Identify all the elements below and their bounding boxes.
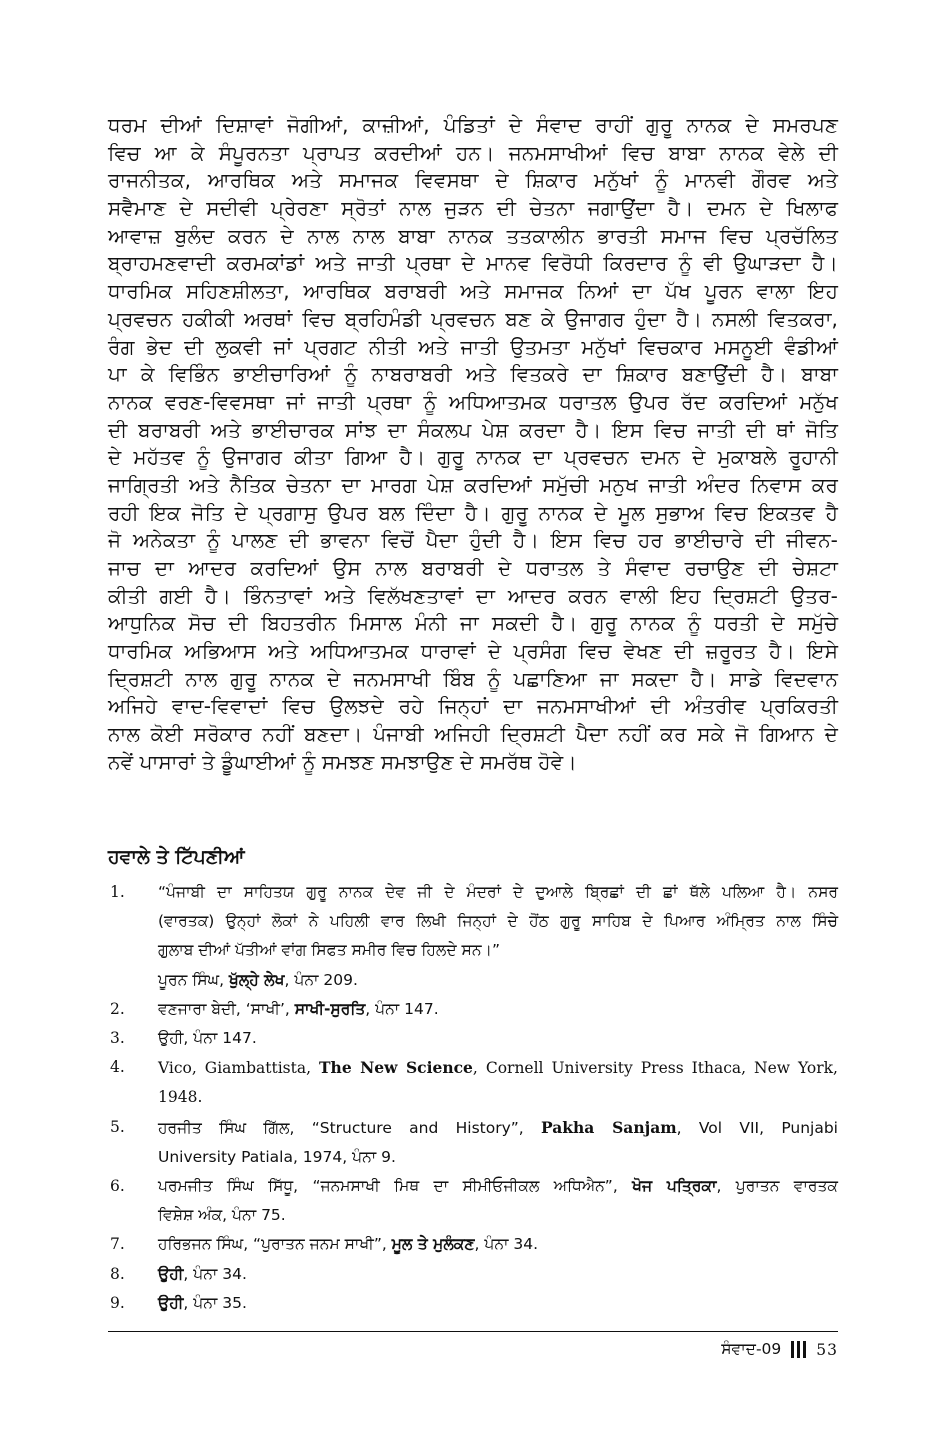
note-text [158, 1172, 838, 1230]
page-footer [721, 1340, 838, 1359]
body-line: ਵਿਚ ਆ ਕੇ ਸੰਪੂਰਨਤਾ ਪ੍ਰਾਪਤ ਕਰਦੀਆਂ ਹਨ। ਜਨਮਸਾਖੀਆਂ ਵਿਚ ਬਾਬਾ ਨਾਨਕ ਵੇਲੇ ਦੀ [108, 140, 838, 165]
body-line: ਪ੍ਰਵਚਨ ਹਕੀਕੀ ਅਰਥਾਂ ਵਿਚ ਬ੍ਰਹਿਮੰਡੀ ਪ੍ਰਵਚਨ ਬਣ ਕੇ ਉਜਾਗਰ ਹੁੰਦਾ ਹੈ। ਨਸਲੀ ਵਿਤਕਰਾ, [108, 306, 838, 331]
note-text-pre: ਹਰਿਭਜਨ ਸਿੰਘ, “ਪੁਰਾਤਨ ਜਨਮ ਸਾਖੀ”, [158, 1235, 392, 1254]
note-number: 5. [110, 1117, 125, 1136]
separator-bars-icon [791, 1341, 806, 1359]
note-citation [158, 966, 838, 995]
note-text [158, 878, 838, 995]
note-text-title: ਉਹੀ [158, 1264, 184, 1283]
note-item [108, 1230, 838, 1259]
note-number: 1. [110, 883, 125, 901]
note-text-title: ਮੂਲ ਤੇ ਮੁਲੰਕਣ [391, 1235, 475, 1254]
body-line: ਨਵੇਂ ਪਾਸਾਰਾਂ ਤੇ ਡੂੰਘਾਈਆਂ ਨੂੰ ਸਮਝਣ ਸਮਝਾਉਣ ਦੇ ਸਮਰੱਥ ਹੋਵੇ। [108, 749, 577, 774]
note-number: 4. [110, 1058, 125, 1077]
note-number: 9. [110, 1293, 125, 1312]
note-line: ਵਿਸ਼ੇਸ਼ ਅੰਕ, ਪੰਨਾ 75. [158, 1206, 286, 1225]
body-line: ਪਾ ਕੇ ਵਿਭਿੰਨ ਭਾਈਚਾਰਿਆਂ ਨੂੰ ਨਾਬਰਾਬਰੀ ਅਤੇ ਵਿਤਕਰੇ ਦਾ ਸ਼ਿਕਾਰ ਬਣਾਉਂਦੀ ਹੈ। ਬਾਬਾ [108, 362, 838, 387]
body-line: ਆਵਾਜ਼ ਬੁਲੰਦ ਕਰਨ ਦੇ ਨਾਲ ਨਾਲ ਬਾਬਾ ਨਾਨਕ ਤਤਕਾਲੀਨ ਭਾਰਤੀ ਸਮਾਜ ਵਿਚ ਪ੍ਰਚੱਲਿਤ [108, 223, 838, 248]
note-text-pre: ਵਣਜਾਰਾ ਬੇਦੀ, ‘ਸਾਖੀ’, [158, 999, 295, 1018]
body-line: ਬ੍ਰਾਹਮਣਵਾਦੀ ਕਰਮਕਾਂਡਾਂ ਅਤੇ ਜਾਤੀ ਪ੍ਰਥਾ ਦੇ ਮਾਨਵ ਵਿਰੋਧੀ ਕਿਰਦਾਰ ਨੂੰ ਵੀ ਉਘਾੜਦਾ ਹੈ। [108, 251, 838, 276]
note-text [158, 995, 838, 1024]
body-line: ਆਧੁਨਿਕ ਸੋਚ ਦੀ ਬਿਹਤਰੀਨ ਮਿਸਾਲ ਮੰਨੀ ਜਾ ਸਕਦੀ ਹੈ। ਗੁਰੂ ਨਾਨਕ ਨੂੰ ਧਰਤੀ ਦੇ ਸਮੁੱਚੇ [108, 611, 838, 636]
note-text-post: , ਪੰਨਾ 34. [474, 1235, 539, 1254]
body-line: ਜਾਗ੍ਰਿਤੀ ਅਤੇ ਨੈਤਿਕ ਚੇਤਨਾ ਦਾ ਮਾਰਗ ਪੇਸ਼ ਕਰਦਿਆਂ ਸਮੁੱਚੀ ਮਨੁਖ ਜਾਤੀ ਅੰਦਰ ਨਿਵਾਸ ਕਰ [108, 472, 838, 497]
note-text-pre: ਹਰਜੀਤ ਸਿੰਘ ਗਿੱਲ, “Structure and History”, [158, 1118, 541, 1137]
body-paragraph [108, 112, 838, 777]
note-number: 8. [110, 1264, 125, 1283]
body-line: ਧਰਮ ਦੀਆਂ ਦਿਸ਼ਾਵਾਂ ਜੋਗੀਆਂ, ਕਾਜ਼ੀਆਂ, ਪੰਡਿਤਾਂ ਦੇ ਸੰਵਾਦ ਰਾਹੀਂ ਗੁਰੂ ਨਾਨਕ ਦੇ ਸਮਰਪਣ [108, 113, 838, 137]
note-item [108, 1024, 838, 1053]
journal-name: ਸੰਵਾਦ-09 [721, 1340, 782, 1358]
note-text-title: ਖੋਜ ਪਤ੍ਰਿਕਾ [632, 1177, 717, 1196]
note-text [158, 1113, 838, 1172]
note-line: (ਵਾਰਤਕ) ਉਨ੍ਹਾਂ ਲੋਕਾਂ ਨੇ ਪਹਿਲੀ ਵਾਰ ਲਿਖੀ ਜਿਨ੍ਹਾਂ ਦੇ ਹੋਂਠ ਗੁਰੂ ਸਾਹਿਬ ਦੇ ਪਿਆਰ ਅੰਮ੍ਰਿਤ ਨਾਲ ਸਿੰਚੇ [158, 912, 838, 931]
note-item [108, 1289, 838, 1318]
note-item [108, 1053, 838, 1112]
note-line: University Patiala, 1974, ਪੰਨਾ 9. [158, 1147, 396, 1166]
note-text [158, 1053, 838, 1112]
note-number: 7. [110, 1235, 125, 1254]
note-text [158, 1230, 838, 1259]
note-text-title: ਸਾਖੀ-ਸੁਰਤਿ [294, 999, 366, 1018]
note-text-pre: Vico, Giambattista, [158, 1059, 320, 1078]
note-text-post: , ਪੰਨਾ 35. [183, 1293, 247, 1312]
footer-rule [108, 1331, 838, 1332]
notes-list [108, 878, 838, 1318]
notes-heading: ਹਵਾਲੇ ਤੇ ਟਿੱਪਣੀਆਂ [108, 846, 245, 868]
body-line: ਨਾਨਕ ਵਰਣ-ਵਿਵਸਥਾ ਜਾਂ ਜਾਤੀ ਪ੍ਰਥਾ ਨੂੰ ਅਧਿਆਤਮਕ ਧਰਾਤਲ ਉਪਰ ਰੱਦ ਕਰਦਿਆਂ ਮਨੁੱਖ [108, 389, 838, 414]
note-item [108, 1172, 838, 1230]
note-text [158, 1024, 838, 1053]
note-line: “ਪੰਜਾਬੀ ਦਾ ਸਾਹਿਤਯ ਗੁਰੂ ਨਾਨਕ ਦੇਵ ਜੀ ਦੇ ਮੰਦਰਾਂ ਦੇ ਦੁਆਲੇ ਬ੍ਰਿਛਾਂ ਦੀ ਛਾਂ ਥੱਲੇ ਪਲਿਆ ਹੈ। ਨਸਰ [158, 883, 838, 901]
body-line: ਧਾਰਮਿਕ ਸਹਿਣਸ਼ੀਲਤਾ, ਆਰਥਿਕ ਬਰਾਬਰੀ ਅਤੇ ਸਮਾਜਕ ਨਿਆਂ ਦਾ ਪੱਖ ਪੂਰਨ ਵਾਲਾ ਇਹ [108, 279, 838, 304]
body-line: ਦੀ ਬਰਾਬਰੀ ਅਤੇ ਭਾਈਚਾਰਕ ਸਾਂਝ ਦਾ ਸੰਕਲਪ ਪੇਸ਼ ਕਰਦਾ ਹੈ। ਇਸ ਵਿਚ ਜਾਤੀ ਦੀ ਥਾਂ ਜੋਤਿ [108, 417, 838, 442]
note-number: 2. [110, 999, 125, 1018]
page-number: 53 [816, 1340, 838, 1359]
note-text-post: , Vol VII, Punjabi [676, 1118, 838, 1137]
citation-title: ਖੁੱਲ੍ਹੇ ਲੇਖ [228, 970, 285, 989]
note-number: 6. [110, 1177, 125, 1196]
body-line: ਰੰਗ ਭੇਦ ਦੀ ਲੁਕਵੀ ਜਾਂ ਪ੍ਰਗਟ ਨੀਤੀ ਅਤੇ ਜਾਤੀ ਉਤਮਤਾ ਮਨੁੱਖਾਂ ਵਿਚਕਾਰ ਮਸਨੂਈ ਵੰਡੀਆਂ [108, 334, 838, 359]
note-text-post: , Cornell University Press Ithaca, New York, [472, 1059, 838, 1078]
note-text-pre: ਪਰਮਜੀਤ ਸਿੰਘ ਸਿੱਧੂ, “ਜਨਮਸਾਖੀ ਮਿਥ ਦਾ ਸੀਮੀਓਜੀਕਲ ਅਧਿਐਨ”, [158, 1177, 633, 1196]
citation-page: , ਪੰਨਾ 209. [284, 970, 358, 989]
body-line: ਰਾਜਨੀਤਕ, ਆਰਥਿਕ ਅਤੇ ਸਮਾਜਕ ਵਿਵਸਥਾ ਦੇ ਸ਼ਿਕਾਰ ਮਨੁੱਖਾਂ ਨੂੰ ਮਾਨਵੀ ਗੌਰਵ ਅਤੇ [108, 168, 838, 193]
note-text-pre: ਉਹੀ, ਪੰਨਾ 147. [158, 1029, 257, 1048]
body-line: ਦੇ ਮਹੱਤਵ ਨੂੰ ਉਜਾਗਰ ਕੀਤਾ ਗਿਆ ਹੈ। ਗੁਰੂ ਨਾਨਕ ਦਾ ਪ੍ਰਵਚਨ ਦਮਨ ਦੇ ਮੁਕਾਬਲੇ ਰੂਹਾਨੀ [108, 445, 838, 470]
body-line: ਰਹੀ ਇਕ ਜੋਤਿ ਦੇ ਪ੍ਰਗਾਸੁ ਉਪਰ ਬਲ ਦਿੰਦਾ ਹੈ। ਗੁਰੂ ਨਾਨਕ ਦੇ ਮੂਲ ਸੁਭਾਅ ਵਿਚ ਇਕਤਵ ਹੈ [108, 500, 838, 525]
note-text [158, 1289, 838, 1318]
body-line: ਸਵੈਮਾਣ ਦੇ ਸਦੀਵੀ ਪ੍ਰੇਰਣਾ ਸ੍ਰੋਤਾਂ ਨਾਲ ਜੁੜਨ ਦੀ ਚੇਤਨਾ ਜਗਾਉਂਦਾ ਹੈ। ਦਮਨ ਦੇ ਖਿਲਾਫ [108, 196, 838, 221]
note-item [108, 1260, 838, 1289]
note-item [108, 1113, 838, 1172]
note-text-title: ਉਹੀ [158, 1293, 184, 1312]
body-line: ਧਾਰਮਿਕ ਅਭਿਆਸ ਅਤੇ ਅਧਿਆਤਮਕ ਧਾਰਾਵਾਂ ਦੇ ਪ੍ਰਸੰਗ ਵਿਚ ਵੇਖਣ ਦੀ ਜ਼ਰੂਰਤ ਹੈ। ਇਸੇ [108, 639, 838, 664]
note-number: 3. [110, 1029, 125, 1048]
note-text [158, 1260, 838, 1289]
body-line: ਜਾਚ ਦਾ ਆਦਰ ਕਰਦਿਆਂ ਉਸ ਨਾਲ ਬਰਾਬਰੀ ਦੇ ਧਰਾਤਲ ਤੇ ਸੰਵਾਦ ਰਚਾਉਣ ਦੀ ਚੇਸ਼ਟਾ [108, 556, 838, 580]
body-line: ਜੋ ਅਨੇਕਤਾ ਨੂੰ ਪਾਲਣ ਦੀ ਭਾਵਨਾ ਵਿਚੋਂ ਪੈਦਾ ਹੁੰਦੀ ਹੈ। ਇਸ ਵਿਚ ਹਰ ਭਾਈਚਾਰੇ ਦੀ ਜੀਵਨ- [108, 528, 838, 553]
note-item [108, 995, 838, 1024]
note-line: ਗੁਲਾਬ ਦੀਆਂ ਪੱਤੀਆਂ ਵਾਂਗ ਸਿਫਤ ਸਮੀਰ ਵਿਚ ਹਿਲਦੇ ਸਨ।” [158, 941, 501, 960]
body-line: ਨਾਲ ਕੋਈ ਸਰੋਕਾਰ ਨਹੀਂ ਬਣਦਾ। ਪੰਜਾਬੀ ਅਜਿਹੀ ਦ੍ਰਿਸ਼ਟੀ ਪੈਦਾ ਨਹੀਂ ਕਰ ਸਕੇ ਜੋ ਗਿਆਨ ਦੇ [108, 722, 838, 747]
note-text-title: The New Science [319, 1058, 473, 1078]
note-item [108, 878, 838, 995]
citation-author: ਪੂਰਨ ਸਿੰਘ, [158, 970, 229, 989]
note-text-post: , ਪੁਰਾਤਨ ਵਾਰਤਕ [716, 1177, 838, 1196]
note-text-post: , ਪੰਨਾ 147. [365, 999, 439, 1018]
note-text-post: , ਪੰਨਾ 34. [183, 1264, 247, 1283]
body-line: ਦ੍ਰਿਸ਼ਟੀ ਨਾਲ ਗੁਰੂ ਨਾਨਕ ਦੇ ਜਨਮਸਾਖੀ ਬਿੰਬ ਨੂੰ ਪਛਾਣਿਆ ਜਾ ਸਕਦਾ ਹੈ। ਸਾਡੇ ਵਿਦਵਾਨ [108, 666, 838, 691]
body-line: ਕੀਤੀ ਗਈ ਹੈ। ਭਿੰਨਤਾਵਾਂ ਅਤੇ ਵਿਲੱਖਣਤਾਵਾਂ ਦਾ ਆਦਰ ਕਰਨ ਵਾਲੀ ਇਹ ਦ੍ਰਿਸ਼ਟੀ ਉਤਰ- [108, 583, 838, 608]
body-line: ਅਜਿਹੇ ਵਾਦ-ਵਿਵਾਦਾਂ ਵਿਚ ਉਲਝਦੇ ਰਹੇ ਜਿਨ੍ਹਾਂ ਦਾ ਜਨਮਸਾਖੀਆਂ ਦੀ ਅੰਤਰੀਵ ਪ੍ਰਕਿਰਤੀ [108, 694, 838, 719]
note-text-title: Pakha Sanjam [541, 1117, 677, 1137]
note-line: 1948. [158, 1088, 203, 1107]
